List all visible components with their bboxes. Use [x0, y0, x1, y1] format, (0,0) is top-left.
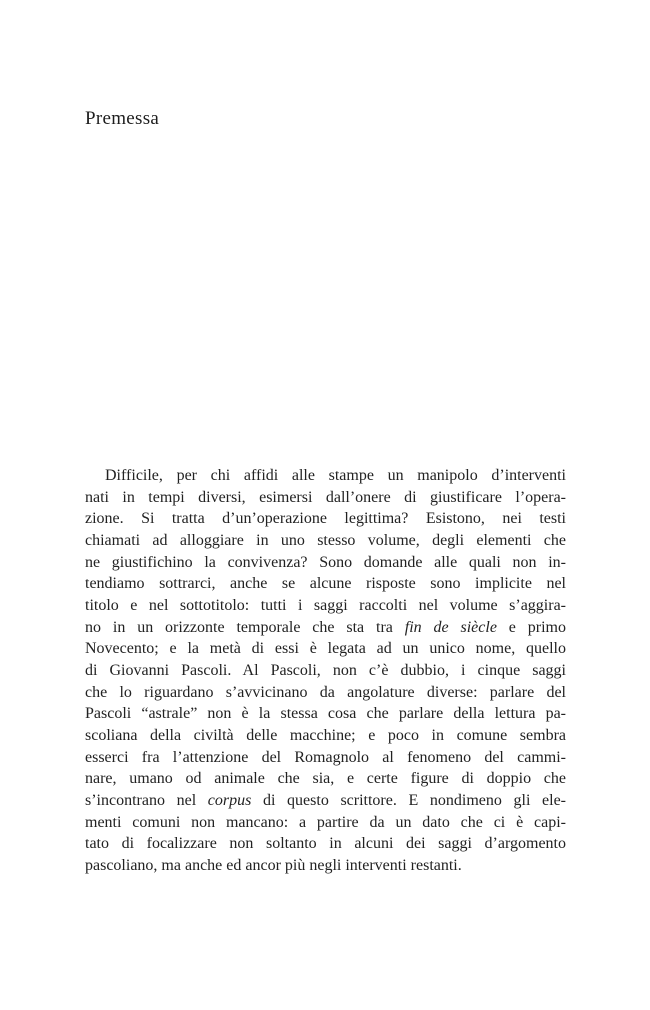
text-line: [85, 573, 566, 595]
body-text: ne giustifichino la convivenza? Sono domande alle quali non in-: [85, 553, 566, 571]
body-text: pascoliano, ma anche ed ancor più negli interventi restanti.: [85, 856, 462, 874]
body-text: Pascoli “astrale” non è la stessa cosa che parlare della lettura pa-: [85, 705, 566, 723]
italic-text: corpus: [207, 791, 252, 809]
text-line: [85, 747, 566, 769]
body-text: tendiamo sottrarci, anche se alcune risposte sono implicite nel: [85, 575, 566, 593]
text-line: [85, 768, 566, 790]
body-text: chiamati ad alloggiare in uno stesso volume, degli elementi che: [85, 531, 566, 549]
body-text: che lo riguardano s’avvicinano da angolature diverse: parlare del: [85, 683, 566, 701]
text-line: [85, 790, 566, 812]
body-text: titolo e nel sottotitolo: tutti i saggi raccolti nel volume s’aggira-: [85, 596, 566, 614]
text-line: [85, 855, 566, 877]
italic-text: fin de siècle: [404, 618, 497, 636]
text-line: [85, 595, 566, 617]
text-line: [85, 465, 566, 487]
text-line: [85, 660, 566, 682]
chapter-heading: Premessa: [85, 108, 160, 129]
body-text: s’incontrano nel: [85, 791, 208, 809]
text-line: [85, 638, 566, 660]
text-line: [85, 833, 566, 855]
text-line: [85, 682, 566, 704]
text-line: [85, 508, 566, 530]
text-line: [85, 725, 566, 747]
body-text: nati in tempi diversi, esimersi dall’onere di giustificare l’opera-: [85, 488, 566, 506]
text-line: [85, 487, 566, 509]
body-text: tato di focalizzare non soltanto in alcuni dei saggi d’argomento: [85, 835, 566, 853]
text-line: [85, 530, 566, 552]
text-line: [85, 812, 566, 834]
paragraph: [85, 465, 566, 876]
body-text: menti comuni non mancano: a partire da un dato che ci è capi-: [85, 813, 566, 831]
text-line: [85, 617, 566, 639]
text-line: [85, 552, 566, 574]
body-text: nare, umano od animale che sia, e certe figure di doppio che: [85, 770, 566, 788]
body-text: no in un orizzonte temporale che sta tra: [85, 618, 405, 636]
body-text: Novecento; e la metà di essi è legata ad un unico nome, quello: [85, 640, 566, 658]
body-text: di questo scrittore. E nondimeno gli ele-: [251, 791, 566, 809]
text-line: [85, 703, 566, 725]
body-text: Difficile, per chi affidi alle stampe un manipolo d’interventi: [105, 467, 566, 484]
body-text: esserci fra l’attenzione del Romagnolo al fenomeno del cammi-: [85, 748, 566, 766]
body-text: di Giovanni Pascoli. Al Pascoli, non c’è dubbio, i cinque saggi: [85, 661, 566, 679]
body-text: scoliana della civiltà delle macchine; e poco in comune sembra: [85, 726, 566, 744]
body-text: e primo: [496, 618, 566, 636]
body-text: zione. Si tratta d’un’operazione legittima? Esistono, nei testi: [85, 510, 566, 528]
